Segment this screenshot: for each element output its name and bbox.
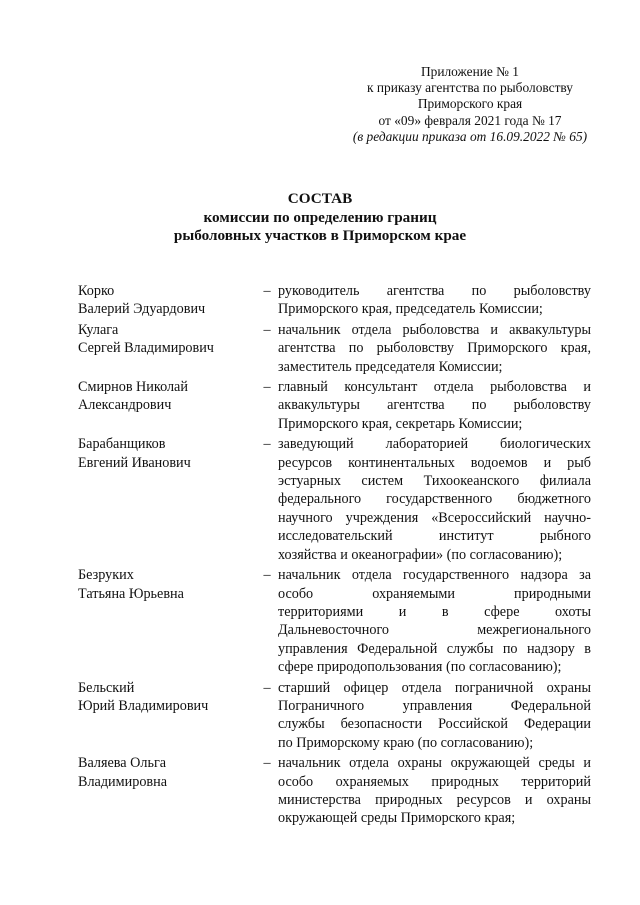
member-position-line: управления Федеральной службы по надзору в [278, 640, 591, 657]
member-row [78, 754, 596, 828]
member-name [78, 679, 256, 753]
member-name-line: Татьяна Юрьевна [78, 585, 184, 602]
member-position-line: по Приморскому краю (по согласованию); [278, 734, 534, 751]
member-position [278, 679, 591, 753]
member-row [78, 566, 596, 676]
member-position [278, 435, 591, 564]
member-dash: – [263, 679, 271, 696]
title-line: комиссии по определению границ [203, 208, 437, 226]
member-position-line: ресурсов континентальных водоемов и рыб [278, 454, 591, 471]
member-dash: – [263, 436, 271, 453]
member-row [78, 435, 596, 564]
member-position-line: Дальневосточного межрегионального [278, 622, 591, 639]
member-name-line: Безруких [78, 567, 134, 584]
member-position-line: начальник отдела государственного надзора за [278, 567, 591, 584]
member-name-line: Валерий Эдуардович [78, 301, 206, 318]
commission-members-list [78, 282, 596, 830]
member-position-line: Приморского края, председатель Комиссии; [278, 301, 543, 318]
member-position [278, 378, 591, 433]
member-position-line: эстуарных систем Тихоокеанского филиала [278, 473, 591, 490]
member-name-line: Корко [78, 283, 115, 299]
member-name [78, 282, 256, 319]
member-position-line: окружающей среды Приморского края; [278, 810, 516, 827]
member-dash: – [263, 321, 271, 338]
member-name [78, 754, 256, 828]
member-row [78, 321, 596, 376]
member-dash: – [263, 283, 271, 299]
title-line: СОСТАВ [287, 190, 353, 207]
member-position-line: исследовательский институт рыбного [278, 528, 591, 545]
member-position [278, 566, 591, 676]
member-position [278, 321, 591, 376]
member-position-line: старший офицер отдела пограничной охраны [278, 679, 591, 696]
member-row [78, 679, 596, 753]
member-position-line: начальник отдела охраны окружающей среды и [278, 755, 591, 772]
member-row [78, 378, 596, 433]
member-name-line: Александрович [78, 397, 172, 414]
appendix-line: Приморского края [417, 96, 523, 112]
member-name-line: Сергей Владимирович [78, 340, 214, 357]
member-position-line: начальник отдела рыболовства и аквакультуры [278, 321, 591, 338]
member-position [278, 282, 591, 319]
member-name-line: Юрий Владимирович [78, 697, 209, 714]
member-position-line: особо охраняемых природных территорий [278, 773, 591, 790]
member-position-line: особо охраняемыми природными [278, 585, 591, 602]
title-line: рыболовных участков в Приморском крае [173, 227, 467, 244]
member-name [78, 566, 256, 676]
member-name-line: Кулага [78, 321, 119, 338]
member-position-line: сфере природопользования (по согласованию); [278, 659, 562, 676]
member-name [78, 435, 256, 564]
member-dash: – [263, 755, 271, 772]
member-dash: – [263, 567, 271, 584]
appendix-line: к приказу агентства по рыболовству [366, 80, 573, 96]
member-position-line: заместитель председателя Комиссии; [278, 358, 503, 375]
appendix-line: Приложение № 1 [420, 64, 520, 79]
member-position-line: агентства по рыболовству Приморского края, [278, 340, 591, 357]
member-position-line: хозяйства и океанографии» (по согласованию); [278, 546, 563, 563]
member-name-line: Барабанщиков [78, 436, 166, 453]
appendix-header [330, 64, 610, 145]
member-position-line: главный консультант отдела рыболовства и [278, 379, 591, 396]
member-position-line: научного учреждения «Всероссийский научно- [278, 509, 591, 526]
member-dash: – [263, 379, 271, 396]
member-name-line: Евгений Иванович [78, 454, 191, 471]
member-position [278, 754, 591, 828]
member-name [78, 378, 256, 433]
member-position-line: Пограничного управления Федеральной [278, 697, 591, 714]
member-position-line: заведующий лабораторией биологических [278, 436, 591, 453]
appendix-line: от «09» февраля 2021 года № 17 [378, 112, 562, 128]
member-position-line: территориями и в сфере охоты [278, 603, 591, 620]
member-name-line: Владимировна [78, 773, 167, 790]
member-position-line: министерства природных ресурсов и охраны [278, 791, 591, 808]
member-position-line: Приморского края, секретарь Комиссии; [278, 415, 523, 432]
member-name-line: Валяева Ольга [78, 755, 167, 772]
member-name-line: Смирнов Николай [78, 379, 188, 396]
member-position-line: федерального государственного бюджетного [278, 491, 591, 508]
member-name-line: Бельский [78, 679, 135, 696]
member-position-line: аквакультуры агентства по рыболовству [278, 397, 591, 414]
member-position-line: руководитель агентства по рыболовству [278, 283, 591, 299]
member-name [78, 321, 256, 376]
member-position-line: службы безопасности Российской Федерации [278, 716, 591, 733]
revision-note: (в редакции приказа от 16.09.2022 № 65) [352, 128, 588, 144]
member-row [78, 282, 596, 319]
document-title [60, 190, 580, 246]
